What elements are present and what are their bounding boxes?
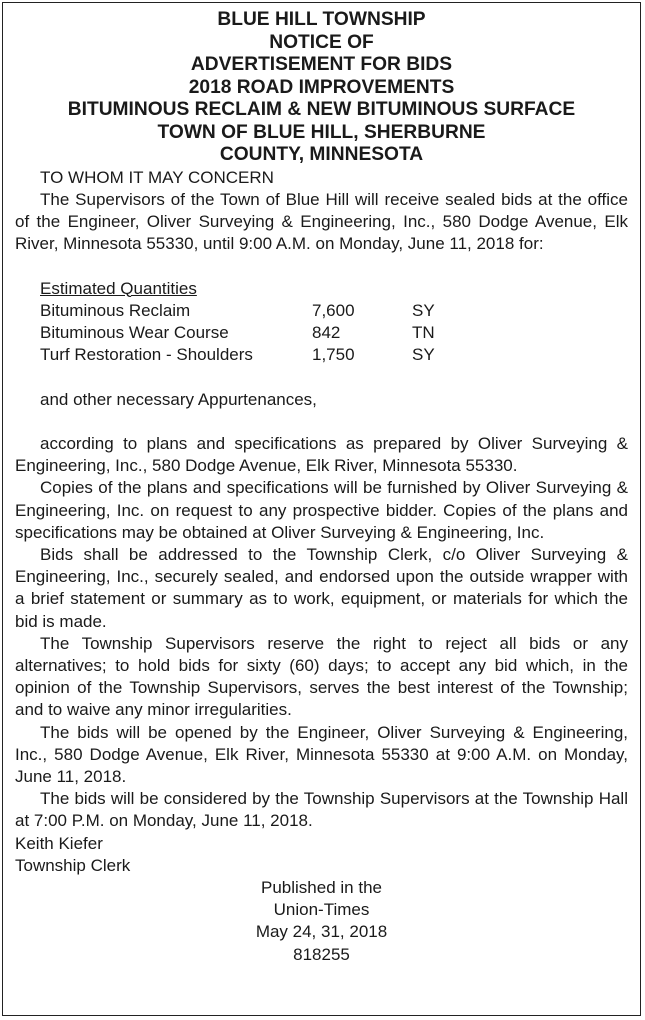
heading-line: 2018 ROAD IMPROVEMENTS	[188, 76, 455, 98]
heading-line: TOWN OF BLUE HILL, SHERBURNE	[157, 121, 486, 143]
quantity-amount: 7,600	[312, 300, 355, 320]
publication-info	[15, 877, 628, 966]
spacer	[15, 411, 628, 433]
quantity-item: Turf Restoration - Shoulders	[40, 345, 253, 365]
heading-line: ADVERTISEMENT FOR BIDS	[190, 54, 453, 75]
publication-id: 818255	[293, 944, 350, 964]
quantity-item: Bituminous Wear Course	[40, 322, 229, 342]
salutation: TO WHOM IT MAY CONCERN	[40, 167, 274, 187]
quantity-amount: 1,750	[312, 345, 355, 365]
notice-body	[15, 167, 628, 966]
body-paragraph: The bids will be opened by the Engineer, Oliver Surveying & Engineering, Inc., 580 Dodge Avenue, Elk River, Minnesota 55330 at 9:00 A.M. on Monday, June 11, 2018.	[15, 722, 628, 786]
publication-paper: Union-Times	[273, 900, 370, 920]
body-paragraph: Bids shall be addressed to the Township Clerk, c/o Oliver Surveying & Engineering, Inc., securely sealed, and endorsed upon the outside wrapper with a brief statement or summary as to work, equipment, or materials for which the bid is made.	[15, 544, 628, 631]
quantity-unit: TN	[412, 322, 435, 342]
body-paragraph: Copies of the plans and specifications will be furnished by Oliver Surveying & Engineering, Inc. on request to any prospective bidder. Copies of the plans and specifications may be obtained at Oliver Surveying & Engineering, Inc.	[15, 478, 628, 542]
heading-line: NOTICE OF	[269, 31, 374, 53]
quantity-row	[40, 344, 628, 366]
publication-dates: May 24, 31, 2018	[255, 922, 388, 942]
signature-name: Keith Kiefer	[15, 833, 103, 853]
quantity-row	[40, 322, 628, 344]
quantity-item: Bituminous Reclaim	[40, 300, 191, 320]
quantity-unit: SY	[412, 300, 435, 320]
body-paragraph: The bids will be considered by the Township Supervisors at the Township Hall at 7:00 P.M. on Monday, June 11, 2018.	[15, 789, 628, 831]
publication-line: Published in the	[261, 877, 382, 897]
legal-notice	[2, 2, 641, 1016]
quantities-title: Estimated Quantities	[40, 278, 197, 298]
quantity-amount: 842	[312, 322, 341, 342]
quantities-table	[15, 278, 628, 367]
spacer	[15, 366, 628, 388]
signature-title: Township Clerk	[15, 855, 131, 875]
heading-line: COUNTY, MINNESOTA	[219, 144, 424, 165]
intro-paragraph: The Supervisors of the Town of Blue Hill will receive sealed bids at the office of the Engineer, Oliver Surveying & Engineering, Inc., 580 Dodge Avenue, Elk River, Minnesota 55330, until 9:00 A.M. on Monday, June 11, 2018 for:	[15, 189, 628, 254]
body-paragraph: according to plans and specifications as prepared by Oliver Surveying & Engineering, Inc., 580 Dodge Avenue, Elk River, Minnesota 55330.	[15, 433, 628, 476]
spacer	[15, 255, 628, 277]
heading-line: BLUE HILL TOWNSHIP	[217, 9, 426, 30]
heading-line: BITUMINOUS RECLAIM & NEW BITUMINOUS SURFACE	[67, 99, 576, 120]
quantity-unit: SY	[412, 345, 435, 365]
quantity-row	[40, 300, 628, 322]
notice-heading	[15, 9, 628, 167]
body-paragraph: The Township Supervisors reserve the right to reject all bids or any alternatives; to hold bids for sixty (60) days; to accept any bid which, in the opinion of the Township Supervisors, serves the best interest of the Township; and to waive any minor irregularities.	[15, 633, 628, 720]
appurtenances-line: and other necessary Appurtenances,	[40, 389, 317, 409]
